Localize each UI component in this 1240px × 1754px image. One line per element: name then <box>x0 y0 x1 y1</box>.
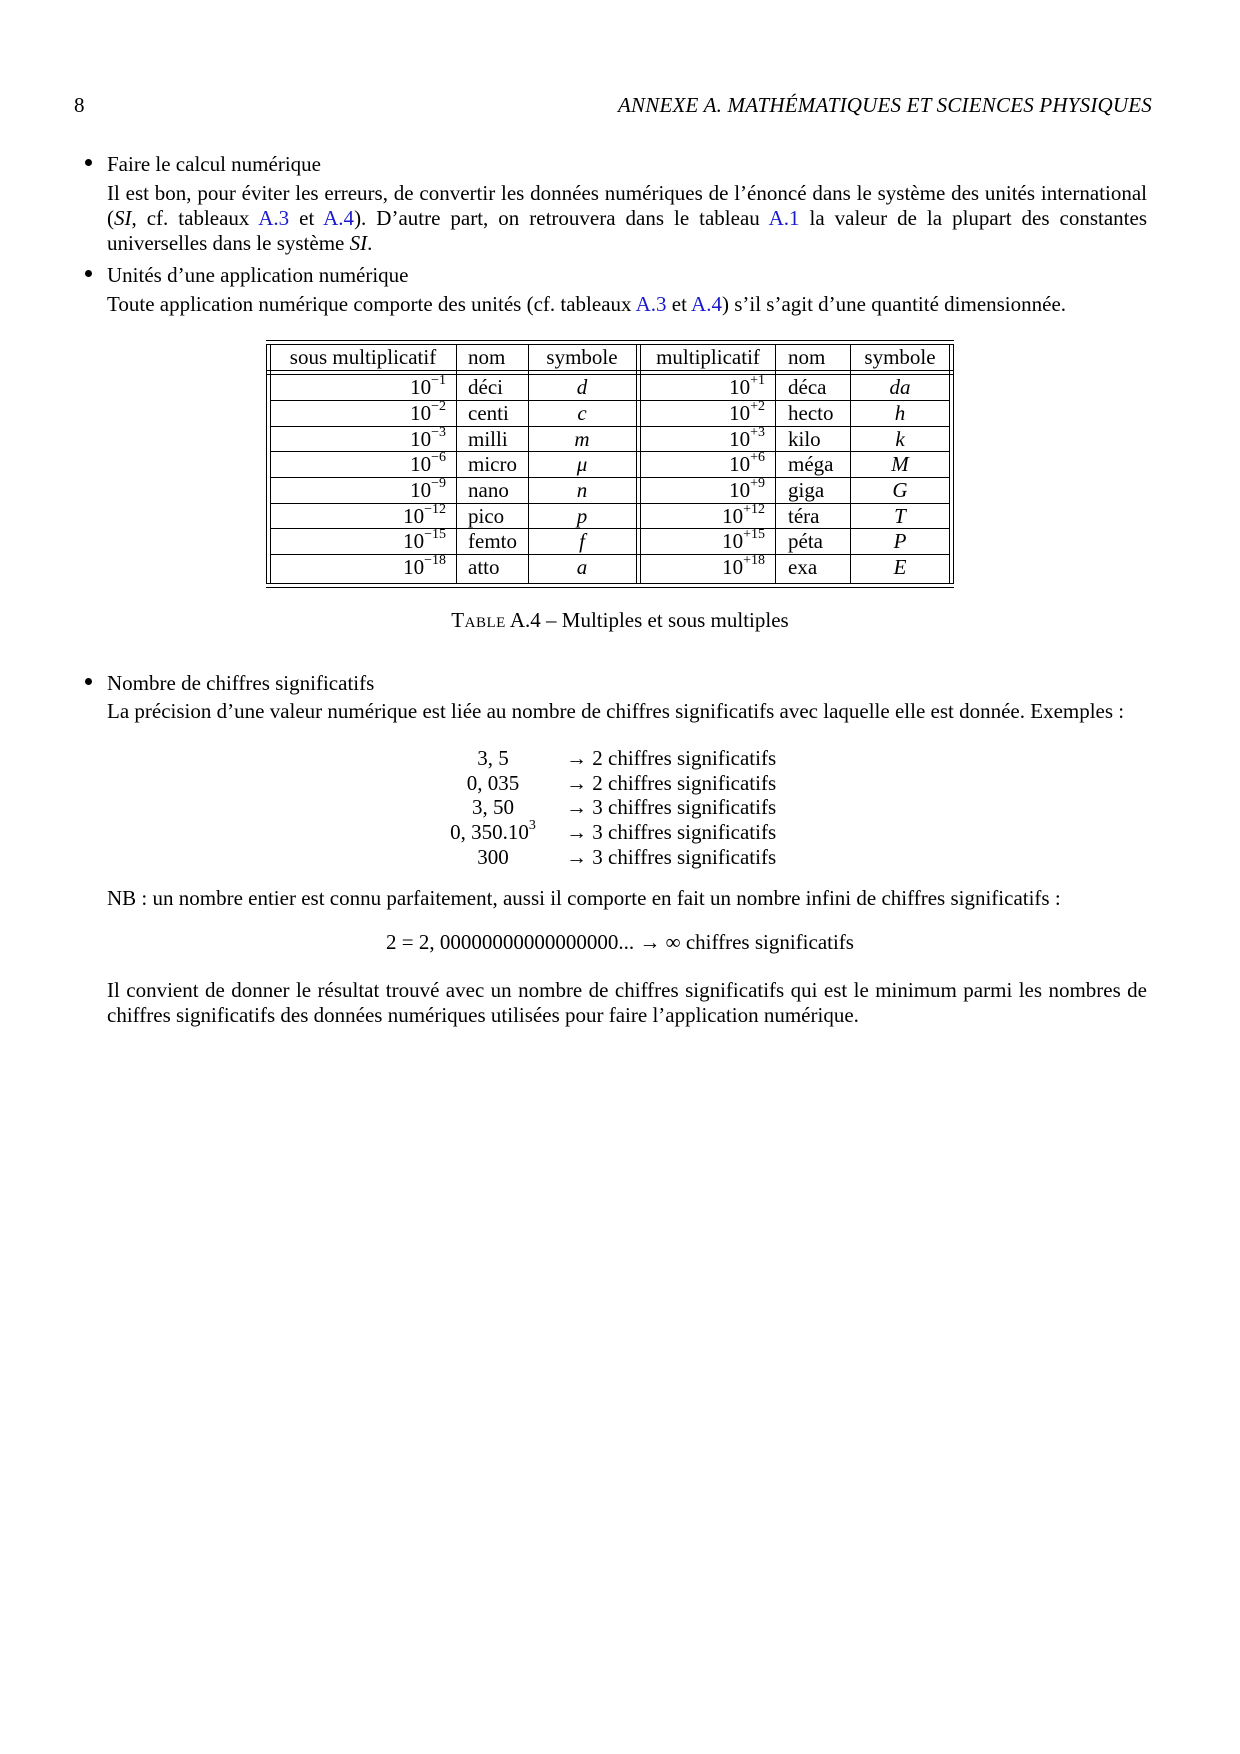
table-cell-power: $10^{-6}$ <box>410 450 446 476</box>
table-ref-link[interactable]: A.3 <box>258 206 290 230</box>
table-cell-symbol: m <box>574 427 590 451</box>
table-header: sous multiplicatif <box>289 345 437 369</box>
example-row <box>0 771 1240 796</box>
table-cell-name: nano <box>468 478 509 502</box>
example-row <box>0 845 1240 870</box>
example-row <box>0 795 1240 820</box>
running-header: ANNEXE A. MATHÉMATIQUES ET SCIENCES PHYSIQUES <box>618 93 1152 117</box>
table-cell-symbol: k <box>895 427 905 451</box>
table-header: nom <box>788 345 826 369</box>
table-cell-power: $10^{-12}$ <box>403 502 446 528</box>
table-cell-symbol: E <box>893 555 907 579</box>
table-ref-link[interactable]: A.4 <box>691 292 722 316</box>
table-cell-name: milli <box>468 427 508 451</box>
table-cell-power: $10^{+3}$ <box>729 425 765 451</box>
table-cell-symbol: p <box>576 504 588 528</box>
table-cell-name: téra <box>788 504 820 528</box>
table-cell-symbol: f <box>579 529 585 553</box>
table-cell-symbol: c <box>577 401 587 425</box>
section-title: Nombre de chiffres significatifs <box>107 671 375 695</box>
table-header: symbole <box>546 345 618 369</box>
bullet-icon <box>84 263 96 275</box>
table-cell-power: $10^{-3}$ <box>410 425 446 451</box>
table-cell-symbol: d <box>576 375 588 399</box>
table-cell-power: $10^{+9}$ <box>729 476 765 502</box>
example-number: 3, 50 <box>472 795 514 819</box>
table-cell-name: déci <box>468 375 503 399</box>
table-ref-link[interactable]: A.4 <box>323 206 355 230</box>
table-cell-symbol: a <box>576 555 588 579</box>
table-header: symbole <box>864 345 936 369</box>
table-caption: Table A.4 – Multiples et sous multiples <box>451 608 789 632</box>
example-result: → 3 chiffres significatifs <box>566 795 777 819</box>
table-cell-name: kilo <box>788 427 821 451</box>
paragraph: Il convient de donner le résultat trouvé avec un nombre de chiffres significatifs qui est le minimum parmi les nombres de chiffres significatifs des données numériques utilisées pour faire l’application numérique. <box>107 978 1147 1027</box>
table-header: nom <box>468 345 506 369</box>
example-number: 3, 5 <box>477 746 509 770</box>
table-cell-symbol: n <box>576 478 588 502</box>
table-cell-symbol: P <box>893 529 907 553</box>
table-cell-name: hecto <box>788 401 834 425</box>
paragraph: Il est bon, pour éviter les erreurs, de convertir les données numériques de l’énoncé dans le système des unités international (SI, cf. tableaux A.3 et A.4). D’autre part, on retrouvera dans le tableau A.1 la valeur de la plupart des constantes universelles dans le système SI. <box>107 181 1147 255</box>
table-cell-name: atto <box>468 555 500 579</box>
table-cell-name: centi <box>468 401 509 425</box>
example-result: → 3 chiffres significatifs <box>566 845 777 869</box>
table-cell-power: $10^{-9}$ <box>410 476 446 502</box>
paragraph: La précision d’une valeur numérique est liée au nombre de chiffres significatifs avec laquelle elle est donnée. Exemples : <box>107 699 1125 723</box>
table-cell-name: péta <box>788 529 823 553</box>
example-number: 0, 035 <box>466 771 520 795</box>
example-result: → 2 chiffres significatifs <box>566 771 777 795</box>
table-cell-power: $10^{+6}$ <box>729 450 765 476</box>
infinite-digits-equation: 2 = 2, 00000000000000000... → ∞ chiffres significatifs <box>386 930 854 954</box>
paragraph: Toute application numérique comporte des unités (cf. tableaux A.3 et A.4) s’il s’agit d’une quantité dimensionnée. <box>107 292 1067 316</box>
section-title: Faire le calcul numérique <box>107 152 321 176</box>
table-cell-symbol: M <box>891 452 909 476</box>
table-cell-symbol: h <box>894 401 906 425</box>
table-cell-power: $10^{+18}$ <box>722 553 765 579</box>
table-cell-name: méga <box>788 452 834 476</box>
table-cell-power: $10^{+1}$ <box>729 373 765 399</box>
example-result: → 2 chiffres significatifs <box>566 746 777 770</box>
table-cell-symbol: da <box>889 375 911 399</box>
table-cell-symbol: T <box>894 504 906 528</box>
table-cell-power: $10^{-18}$ <box>403 553 446 579</box>
bullet-icon <box>84 152 96 164</box>
prefix-table <box>264 338 956 590</box>
table-cell-power: $10^{+2}$ <box>729 399 765 425</box>
paragraph: NB : un nombre entier est connu parfaitement, aussi il comporte en fait un nombre infini de chiffres significatifs : <box>107 886 1061 910</box>
table-header: multiplicatif <box>656 345 760 369</box>
table-cell-name: exa <box>788 555 818 579</box>
table-cell-power: $10^{+12}$ <box>722 502 765 528</box>
table-cell-name: déca <box>788 375 827 399</box>
example-number: 0, 350.10$^3$ <box>450 818 536 844</box>
example-number: 300 <box>477 845 509 869</box>
table-cell-symbol: G <box>892 478 908 502</box>
table-cell-name: pico <box>468 504 505 528</box>
table-cell-name: femto <box>468 529 517 553</box>
table-cell-power: $10^{+15}$ <box>722 527 765 553</box>
page-number: 8 <box>74 93 85 117</box>
table-cell-symbol: μ <box>576 452 588 476</box>
example-row <box>0 746 1240 771</box>
example-result: → 3 chiffres significatifs <box>566 820 777 844</box>
section-title: Unités d’une application numérique <box>107 263 409 287</box>
table-cell-name: micro <box>468 452 517 476</box>
table-cell-name: giga <box>788 478 825 502</box>
example-row <box>0 820 1240 845</box>
bullet-icon <box>84 671 96 683</box>
table-ref-link[interactable]: A.1 <box>768 206 800 230</box>
table-cell-power: $10^{-1}$ <box>410 373 446 399</box>
table-ref-link[interactable]: A.3 <box>635 292 667 316</box>
table-cell-power: $10^{-2}$ <box>410 399 446 425</box>
table-cell-power: $10^{-15}$ <box>403 527 446 553</box>
